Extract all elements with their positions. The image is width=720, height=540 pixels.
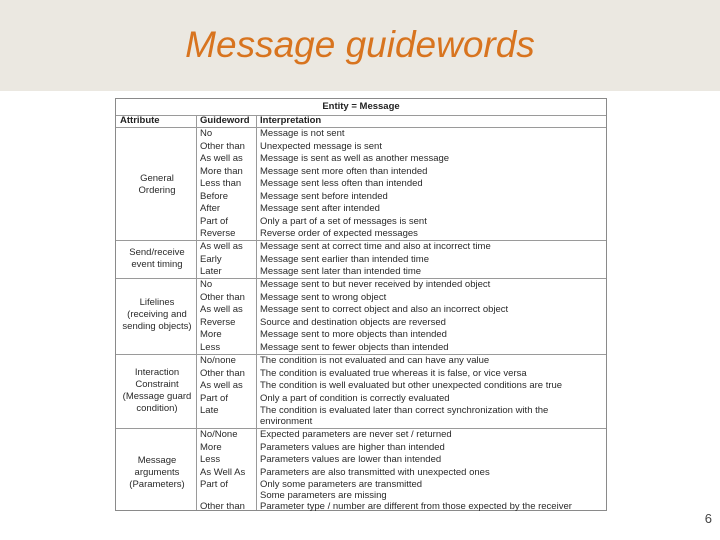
interpretation-cell: Parameter type / number are different from those expected by the receiver [260, 501, 572, 512]
interpretation-cell: Message sent before intended [260, 190, 388, 202]
guideword-cell: No [200, 128, 213, 139]
interpretation-cell: Message sent later than intended time [260, 266, 422, 277]
interpretation-cell: Expected parameters are never set / returned [260, 429, 452, 440]
interpretation-cell: Reverse order of expected messages [260, 228, 418, 239]
guideword-cell: Later [200, 266, 222, 277]
interpretation-cell: Unexpected message is sent [260, 140, 382, 152]
interpretation-cell: Message sent to correct object and also an incorrect object [260, 304, 509, 315]
interpretation-cell: Message sent earlier than intended time [260, 253, 429, 265]
guideword-cell: Part of [200, 479, 228, 490]
guideword-cell: Reverse [200, 316, 236, 328]
guideword-table [115, 98, 607, 511]
interpretation-cell: The condition is evaluated later than correct synchronization with the [260, 405, 549, 416]
interpretation-cell: Message is sent as well as another message [260, 153, 450, 164]
slide-title: Message guidewords [185, 24, 535, 65]
divider [116, 115, 606, 116]
guideword-cell: No/None [200, 429, 238, 440]
page-number: 6 [704, 511, 712, 526]
interpretation-cell: Message sent after intended [260, 203, 380, 214]
guideword-cell: Part of [200, 392, 228, 404]
guideword-cell: Other than [200, 501, 245, 512]
interpretation-cell: Some parameters are missing [260, 490, 387, 501]
attribute-message-arguments: Message arguments (Parameters) [129, 455, 185, 490]
interpretation-cell: Source and destination objects are reversed [260, 316, 446, 328]
guideword-cell: Reverse [200, 228, 236, 239]
guideword-cell: As well as [200, 241, 243, 252]
column-divider [256, 115, 257, 510]
interpretation-cell: The condition is not evaluated and can have any value [260, 355, 490, 366]
guideword-cell: Other than [200, 367, 245, 379]
guideword-cell: Before [200, 190, 228, 202]
guideword-cell: No/none [200, 355, 236, 366]
guideword-cell: Part of [200, 215, 228, 227]
interpretation-cell: Message sent at correct time and also at incorrect time [260, 241, 491, 252]
interpretation-cell: Message is not sent [260, 128, 345, 139]
interpretation-cell: Only a part of a set of messages is sent [260, 215, 427, 227]
attribute-interaction-constraint: Interaction Constraint (Message guard condition) [122, 367, 192, 414]
attribute-general-ordering: General Ordering [138, 173, 176, 196]
interpretation-cell: Message sent to but never received by intended object [260, 279, 491, 290]
guideword-cell: As well as [200, 153, 243, 164]
divider [116, 127, 606, 128]
interpretation-cell: Message sent less often than intended [260, 178, 423, 189]
guideword-cell: Late [200, 405, 219, 416]
attribute-lifelines: Lifelines (receiving and sending objects) [122, 297, 192, 332]
guideword-cell: After [200, 203, 221, 214]
guideword-cell: As Well As [200, 466, 246, 478]
interpretation-cell: Only a part of condition is correctly evaluated [260, 392, 450, 404]
guideword-cell: As well as [200, 380, 243, 391]
interpretation-cell: Parameters are also transmitted with unexpected ones [260, 466, 490, 478]
column-header-guideword: Guideword [200, 115, 250, 126]
guideword-cell: Less [200, 454, 221, 465]
guideword-cell: Other than [200, 291, 245, 303]
interpretation-cell: The condition is well evaluated but other unexpected conditions are true [260, 380, 563, 391]
guideword-cell: More [200, 329, 222, 340]
interpretation-cell: environment [260, 416, 313, 427]
guideword-cell: As well as [200, 304, 243, 315]
interpretation-cell: Message sent to fewer objects than intended [260, 341, 449, 353]
interpretation-cell: Parameters values are lower than intended [260, 454, 442, 465]
interpretation-cell: Message sent to more objects than intended [260, 329, 447, 340]
guideword-cell: More [200, 441, 222, 453]
guideword-cell: More than [200, 165, 243, 177]
column-header-interpretation: Interpretation [260, 115, 322, 126]
guideword-cell: Early [200, 253, 222, 265]
guideword-cell: Other than [200, 140, 245, 152]
interpretation-cell: Message sent more often than intended [260, 165, 428, 177]
guideword-cell: Less than [200, 178, 242, 189]
guideword-cell: No [200, 279, 213, 290]
interpretation-cell: Message sent to wrong object [260, 291, 387, 303]
attribute-send-receive-timing: Send/receive event timing [129, 247, 185, 270]
column-divider [196, 115, 197, 510]
guideword-cell: Less [200, 341, 221, 353]
interpretation-cell: Parameters values are higher than intended [260, 441, 445, 453]
interpretation-cell: Only some parameters are transmitted [260, 479, 423, 490]
entity-header: Entity = Message [322, 101, 400, 112]
column-header-attribute: Attribute [120, 115, 160, 126]
interpretation-cell: The condition is evaluated true whereas it is false, or vice versa [260, 367, 527, 379]
